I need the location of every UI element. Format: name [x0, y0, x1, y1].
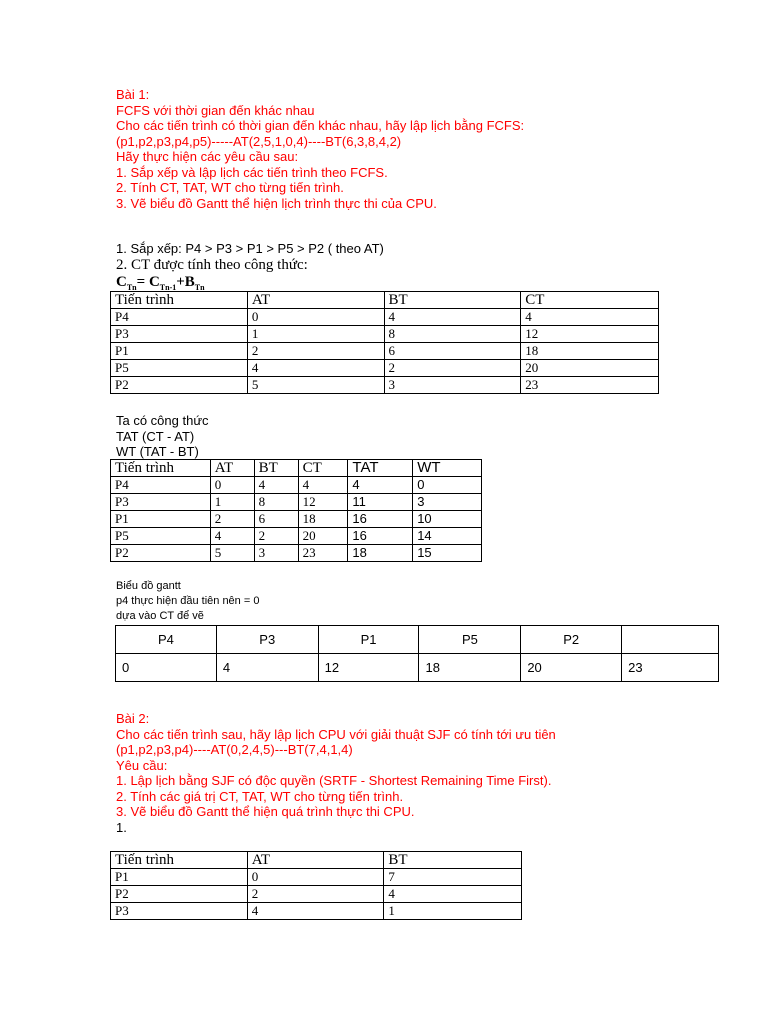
table-cell: P1	[111, 869, 248, 886]
table-row	[111, 528, 482, 545]
table-cell: 11	[348, 494, 413, 511]
table-cell: 20	[521, 360, 659, 377]
bai2-block	[116, 711, 556, 835]
gantt-process-cell: P3	[216, 626, 318, 654]
table3-header-row	[111, 852, 522, 869]
table-cell: 0	[413, 477, 482, 494]
table1-header-cell: CT	[521, 292, 659, 309]
table-cell: P4	[111, 477, 211, 494]
table3	[110, 851, 522, 920]
gantt-notes	[116, 579, 259, 624]
table3-header-cell: AT	[247, 852, 384, 869]
table-cell: 4	[384, 886, 522, 903]
table-cell: 3	[254, 545, 298, 562]
bai1-title: Bài 1:	[116, 87, 150, 102]
table-cell: 23	[521, 377, 659, 394]
formulas2-intro: Ta có công thức	[116, 413, 209, 428]
gantt-time-cell: 0	[116, 654, 217, 682]
gantt-chart	[115, 625, 719, 682]
table-cell: 16	[348, 528, 413, 545]
table-cell: 5	[247, 377, 384, 394]
table-cell: 3	[384, 377, 521, 394]
bai2-requirement-3: 3. Vẽ biểu đồ Gantt thể hiện quá trình thực thi CPU.	[116, 804, 415, 819]
table-cell: 4	[247, 360, 384, 377]
table-cell: 16	[348, 511, 413, 528]
table-cell: 2	[254, 528, 298, 545]
bai1-requirement-2: 2. Tính CT, TAT, WT cho từng tiến trình.	[116, 180, 344, 195]
table-cell: 20	[298, 528, 348, 545]
table-cell: P1	[111, 511, 211, 528]
gantt-process-cell: P5	[419, 626, 521, 654]
gantt-process-cell: P1	[318, 626, 419, 654]
table-cell: P2	[111, 377, 248, 394]
table2-header-row	[111, 460, 482, 477]
table-cell: 2	[247, 886, 384, 903]
answer1-step2: 2. CT được tính theo công thức:	[116, 257, 308, 273]
bai1-description: Cho các tiến trình có thời gian đến khác nhau, hãy lập lịch bằng FCFS:	[116, 118, 525, 133]
table-cell: 4	[247, 903, 384, 920]
tat-formula: TAT (CT - AT)	[116, 428, 195, 444]
table-cell: 4	[298, 477, 348, 494]
table-row	[111, 494, 482, 511]
table-cell: 6	[254, 511, 298, 528]
gantt-time-cell: 20	[521, 654, 622, 682]
gantt-time-cell: 4	[216, 654, 318, 682]
table-row	[111, 477, 482, 494]
table-cell: 1	[210, 494, 254, 511]
table-cell: 5	[210, 545, 254, 562]
table-cell: P2	[111, 886, 248, 903]
table1-header-cell: Tiến trình	[111, 292, 248, 309]
table-cell: 4	[521, 309, 659, 326]
table-cell: 15	[413, 545, 482, 562]
table-cell: 0	[210, 477, 254, 494]
table2-header-cell: WT	[413, 460, 482, 477]
table-cell: P1	[111, 343, 248, 360]
table-row	[111, 360, 659, 377]
gantt-time-row	[116, 654, 719, 682]
table-cell: 1	[247, 326, 384, 343]
table-row	[111, 886, 522, 903]
bai1-requirements-intro: Hãy thực hiện các yêu cầu sau:	[116, 149, 299, 164]
table-cell: 12	[298, 494, 348, 511]
bai2-requirement-1: 1. Lập lịch bằng SJF có độc quyền (SRTF - Shortest Remaining Time First).	[116, 773, 552, 788]
formulas2-block	[116, 413, 209, 460]
table2-header-cell: CT	[298, 460, 348, 477]
table-cell: 1	[384, 903, 522, 920]
gantt-time-cell: 18	[419, 654, 521, 682]
table-row	[111, 903, 522, 920]
gantt-process-cell	[622, 626, 719, 654]
table-row	[111, 511, 482, 528]
gantt-note-2: p4 thực hiện đầu tiên nên = 0	[116, 595, 260, 607]
table-row	[111, 343, 659, 360]
bai2-answer-start: 1.	[116, 819, 127, 835]
table-cell: 2	[384, 360, 521, 377]
answer1-step1: 1. Sắp xếp: P4 > P3 > P1 > P5 > P2 ( theo AT)	[116, 241, 384, 256]
gantt-process-row	[116, 626, 719, 654]
table-row	[111, 869, 522, 886]
table1-header-cell: AT	[247, 292, 384, 309]
bai2-title: Bài 2:	[116, 711, 150, 726]
wt-formula: WT (TAT - BT)	[116, 444, 199, 459]
table2	[110, 459, 482, 562]
gantt-time-cell: 23	[622, 654, 719, 682]
table-cell: 18	[348, 545, 413, 562]
table-cell: 12	[521, 326, 659, 343]
gantt-process-cell: P2	[521, 626, 622, 654]
table-cell: P4	[111, 309, 248, 326]
table-cell: 7	[384, 869, 522, 886]
table-cell: 3	[413, 494, 482, 511]
table-row	[111, 545, 482, 562]
table2-header-cell: BT	[254, 460, 298, 477]
ct-formula: $C_{Tn}= C_{Tn-1}+B_{Tn}$	[116, 274, 205, 292]
table-cell: 2	[210, 511, 254, 528]
bai1-block	[116, 87, 524, 211]
bai1-subtitle: FCFS với thời gian đến khác nhau	[116, 102, 315, 118]
table-cell: 23	[298, 545, 348, 562]
gantt-note-3: dựa vào CT để vẽ	[116, 610, 204, 622]
table-cell: P5	[111, 528, 211, 545]
gantt-process-cell: P4	[116, 626, 217, 654]
bai1-requirement-3: 3. Vẽ biểu đồ Gantt thể hiện lịch trình thực thi của CPU.	[116, 195, 437, 211]
table-row	[111, 377, 659, 394]
table-cell: 4	[348, 477, 413, 494]
bai2-requirement-2: 2. Tính các giá trị CT, TAT, WT cho từng tiến trình.	[116, 788, 404, 804]
table-cell: P3	[111, 903, 248, 920]
table-cell: 0	[247, 869, 384, 886]
table2-header-cell: AT	[210, 460, 254, 477]
bai2-requirements-intro: Yêu cầu:	[116, 757, 168, 773]
table-cell: 4	[210, 528, 254, 545]
table-cell: 8	[254, 494, 298, 511]
table-cell: 14	[413, 528, 482, 545]
gantt-time-cell: 12	[318, 654, 419, 682]
bai1-requirement-1: 1. Sắp xếp và lập lịch các tiến trình theo FCFS.	[116, 164, 388, 180]
table3-header-cell: Tiến trình	[111, 852, 248, 869]
bai1-input: (p1,p2,p3,p4,p5)-----AT(2,5,1,0,4)----BT(6,3,8,4,2)	[116, 133, 402, 149]
table-cell: 8	[384, 326, 521, 343]
table-cell: 0	[247, 309, 384, 326]
table-cell: 6	[384, 343, 521, 360]
table-cell: P2	[111, 545, 211, 562]
table1	[110, 291, 659, 394]
table2-header-cell: TAT	[348, 460, 413, 477]
gantt-note-title: Biểu đồ gantt	[116, 580, 181, 592]
table-cell: P3	[111, 326, 248, 343]
table1-header-row	[111, 292, 659, 309]
table-cell: 4	[384, 309, 521, 326]
table2-header-cell: Tiến trình	[111, 460, 211, 477]
bai2-description: Cho các tiến trình sau, hãy lập lịch CPU với giải thuật SJF có tính tới ưu tiên	[116, 726, 556, 742]
table-cell: P3	[111, 494, 211, 511]
table-cell: 4	[254, 477, 298, 494]
table-cell: 18	[521, 343, 659, 360]
table1-header-cell: BT	[384, 292, 521, 309]
table3-header-cell: BT	[384, 852, 522, 869]
table-cell: P5	[111, 360, 248, 377]
table-row	[111, 326, 659, 343]
bai2-input: (p1,p2,p3,p4)----AT(0,2,4,5)---BT(7,4,1,4)	[116, 742, 353, 757]
table-cell: 2	[247, 343, 384, 360]
table-cell: 18	[298, 511, 348, 528]
table-row	[111, 309, 659, 326]
table-cell: 10	[413, 511, 482, 528]
